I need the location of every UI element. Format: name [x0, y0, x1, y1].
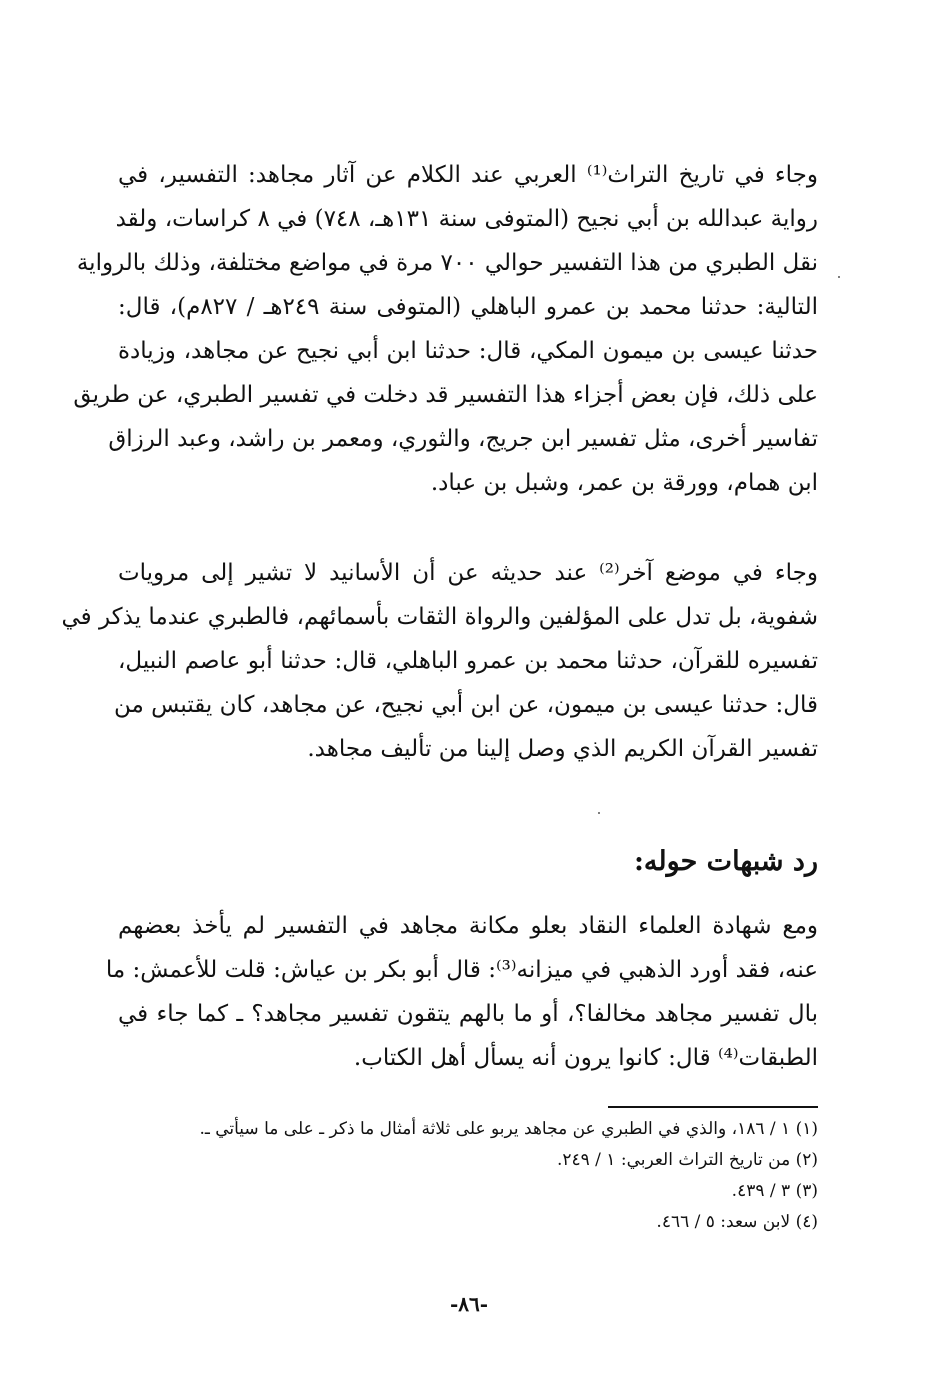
text-line: تفاسير أخرى، مثل تفسير ابن جريج، والثوري، ومعمر بن راشد، وعبد الرزاق	[108, 426, 818, 452]
footnote: (٣) ٣ / ٤٣٩.	[731, 1181, 818, 1201]
page-number: -٨٦-	[449, 1292, 489, 1316]
text-line: شفوية، بل تدل على المؤلفين والرواة الثقات بأسمائهم، فالطبري عندما يذكر في	[61, 604, 818, 630]
footnote: (٤) لابن سعد: ٥ / ٤٦٦.	[656, 1212, 818, 1232]
text-line: تفسير القرآن الكريم الذي وصل إلينا من تأليف مجاهد.	[307, 736, 818, 762]
text-line: حدثنا عيسى بن ميمون المكي، قال: حدثنا ابن أبي نجيح عن مجاهد، وزيادة	[118, 338, 818, 364]
text-line: وجاء في تاريخ التراث⁽¹⁾ العربي عند الكلام عن آثار مجاهد: التفسير، في	[118, 162, 819, 188]
footnote: (١) ١ / ١٨٦، والذي في الطبري عن مجاهد يربو على ثلاثة أمثال ما ذكر ـ على ما سيأتي ـ.	[199, 1119, 818, 1139]
text-line: بال تفسير مجاهد مخالفا؟، أو ما بالهم يتقون تفسير مجاهد؟ ـ كما جاء في	[118, 1001, 818, 1027]
section-heading: رد شبهات حوله:	[633, 846, 818, 877]
footnote-divider	[608, 1106, 818, 1108]
text-line: تفسيره للقرآن، حدثنا محمد بن عمرو الباهلي، قال: حدثنا أبو عاصم النبيل،	[118, 648, 818, 674]
text-line: ومع شهادة العلماء النقاد بعلو مكانة مجاهد في التفسير لم يأخذ بعضهم	[118, 913, 818, 939]
paragraph-1	[73, 153, 819, 505]
scan-speck	[838, 276, 840, 278]
scan-speck	[598, 812, 600, 814]
text-line: رواية عبدالله بن أبي نجيح (المتوفى سنة ١٣١هـ، ٧٤٨) في ٨ كراسات، ولقد	[115, 206, 818, 232]
footnotes	[118, 1114, 818, 1238]
text-line: الطبقات⁽⁴⁾ قال: كانوا يرون أنه يسأل أهل الكتاب.	[353, 1045, 818, 1071]
text-line: ابن همام، وورقة بن عمر، وشبل بن عباد.	[430, 470, 818, 496]
text-line: قال: حدثنا عيسى بن ميمون، عن ابن أبي نجيح، عن مجاهد، كان يقتبس من	[113, 692, 818, 718]
paragraph-2	[61, 551, 818, 771]
text-line: نقل الطبري من هذا التفسير حوالي ٧٠٠ مرة في مواضع مختلفة، وذلك بالرواية	[76, 250, 818, 276]
paragraph-3	[105, 904, 818, 1080]
text-line: وجاء في موضع آخر⁽²⁾ عند حديثه عن أن الأسانيد لا تشير إلى مرويات	[118, 560, 818, 586]
text-line: التالية: حدثنا محمد بن عمرو الباهلي (المتوفى سنة ٢٤٩هـ / ٨٢٧م)، قال:	[118, 294, 818, 320]
footnote: (٢) من تاريخ التراث العربي: ١ / ٢٤٩.	[556, 1150, 818, 1170]
text-line: على ذلك، فإن بعض أجزاء هذا التفسير قد دخلت في تفسير الطبري، عن طريق	[73, 382, 818, 408]
text-line: عنه، فقد أورد الذهبي في ميزانه⁽³⁾: قال أبو بكر بن عياش: قلت للأعمش: ما	[105, 957, 818, 983]
